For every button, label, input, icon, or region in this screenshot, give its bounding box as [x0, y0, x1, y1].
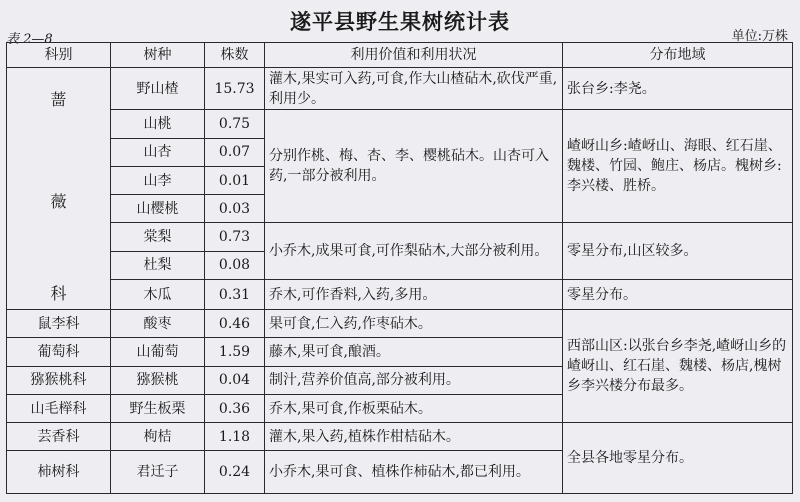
wild-fruit-tree-table — [6, 42, 793, 494]
count-cell: 0.24 — [205, 451, 265, 494]
species-cell: 山桃 — [111, 110, 205, 138]
count-cell: 0.46 — [205, 310, 265, 338]
species-cell: 野山楂 — [111, 68, 205, 110]
count-cell: 0.36 — [205, 394, 265, 422]
distribution-cell: 全县各地零星分布。 — [563, 423, 793, 494]
family-rosaceae — [7, 68, 111, 310]
usage-cell: 灌木,果实可入药,可食,作大山楂砧木,砍伐严重,利用少。 — [265, 68, 563, 110]
species-cell: 棠梨 — [111, 223, 205, 251]
usage-cell: 小乔木,果可食、植株作柿砧木,都已利用。 — [265, 451, 563, 494]
count-cell: 0.04 — [205, 366, 265, 394]
species-cell: 杜梨 — [111, 251, 205, 279]
header-family: 科别 — [7, 43, 111, 68]
header-distribution: 分布地域 — [563, 43, 793, 68]
family-cell: 猕猴桃科 — [7, 366, 111, 394]
family-rosaceae-char-3: 科 — [50, 284, 67, 303]
distribution-cell: 西部山区:以张台乡李尧,嵖岈山乡的嵖岈山、红石崖、魏楼、杨店,槐树乡李兴楼分布最多。 — [563, 310, 793, 423]
count-cell: 1.18 — [205, 423, 265, 451]
species-cell: 木瓜 — [111, 279, 205, 309]
family-cell: 芸香科 — [7, 423, 111, 451]
table-row — [7, 310, 793, 338]
count-cell: 0.75 — [205, 110, 265, 138]
count-cell: 0.01 — [205, 166, 265, 194]
distribution-cell: 零星分布。 — [563, 279, 793, 309]
usage-cell: 分别作桃、梅、杏、李、樱桃砧木。山杏可入药,一部分被利用。 — [265, 110, 563, 223]
usage-cell: 小乔木,成果可食,可作梨砧木,大部分被利用。 — [265, 223, 563, 280]
usage-cell: 制汁,营养价值高,部分被利用。 — [265, 366, 563, 394]
usage-cell: 藤木,果可食,酿酒。 — [265, 338, 563, 366]
usage-cell: 乔木,可作香料,入药,多用。 — [265, 279, 563, 309]
count-cell: 0.03 — [205, 195, 265, 223]
species-cell: 山杏 — [111, 138, 205, 166]
distribution-cell: 零星分布,山区较多。 — [563, 223, 793, 280]
table-row — [7, 423, 793, 451]
count-cell: 0.73 — [205, 223, 265, 251]
header-count: 株数 — [205, 43, 265, 68]
species-cell: 猕猴桃 — [111, 366, 205, 394]
family-rosaceae-char-2: 薇 — [50, 192, 67, 211]
count-cell: 1.59 — [205, 338, 265, 366]
count-cell: 0.07 — [205, 138, 265, 166]
species-cell: 野生板栗 — [111, 394, 205, 422]
family-cell: 葡萄科 — [7, 338, 111, 366]
family-rosaceae-char-1: 蔷 — [50, 90, 67, 109]
family-cell: 山毛榉科 — [7, 394, 111, 422]
table-row — [7, 68, 793, 110]
usage-cell: 乔木,果可食,作板栗砧木。 — [265, 394, 563, 422]
usage-cell: 灌木,果入药,植株作柑桔砧木。 — [265, 423, 563, 451]
unit-label: 单位:万株 — [731, 29, 788, 44]
table-row — [7, 223, 793, 251]
species-cell: 山樱桃 — [111, 195, 205, 223]
species-cell: 山李 — [111, 166, 205, 194]
usage-cell: 果可食,仁入药,作枣砧木。 — [265, 310, 563, 338]
table-row — [7, 279, 793, 309]
header-usage: 利用价值和利用状况 — [265, 43, 563, 68]
family-cell: 柿树科 — [7, 451, 111, 494]
count-cell: 15.73 — [205, 68, 265, 110]
header-row — [7, 43, 793, 68]
table-title: 遂平县野生果树统计表 — [290, 10, 510, 34]
species-cell: 君迁子 — [111, 451, 205, 494]
family-cell: 鼠李科 — [7, 310, 111, 338]
species-cell: 山葡萄 — [111, 338, 205, 366]
table-row — [7, 110, 793, 138]
count-cell: 0.31 — [205, 279, 265, 309]
species-cell: 酸枣 — [111, 310, 205, 338]
distribution-cell: 嵖岈山乡:嵖岈山、海眼、红石崖、魏楼、竹园、鲍庄、杨店。槐树乡:李兴楼、胜桥。 — [563, 110, 793, 223]
distribution-cell: 张台乡:李尧。 — [563, 68, 793, 110]
count-cell: 0.08 — [205, 251, 265, 279]
header-species: 树种 — [111, 43, 205, 68]
table-number: 表 2—8 — [6, 32, 53, 47]
species-cell: 枸桔 — [111, 423, 205, 451]
